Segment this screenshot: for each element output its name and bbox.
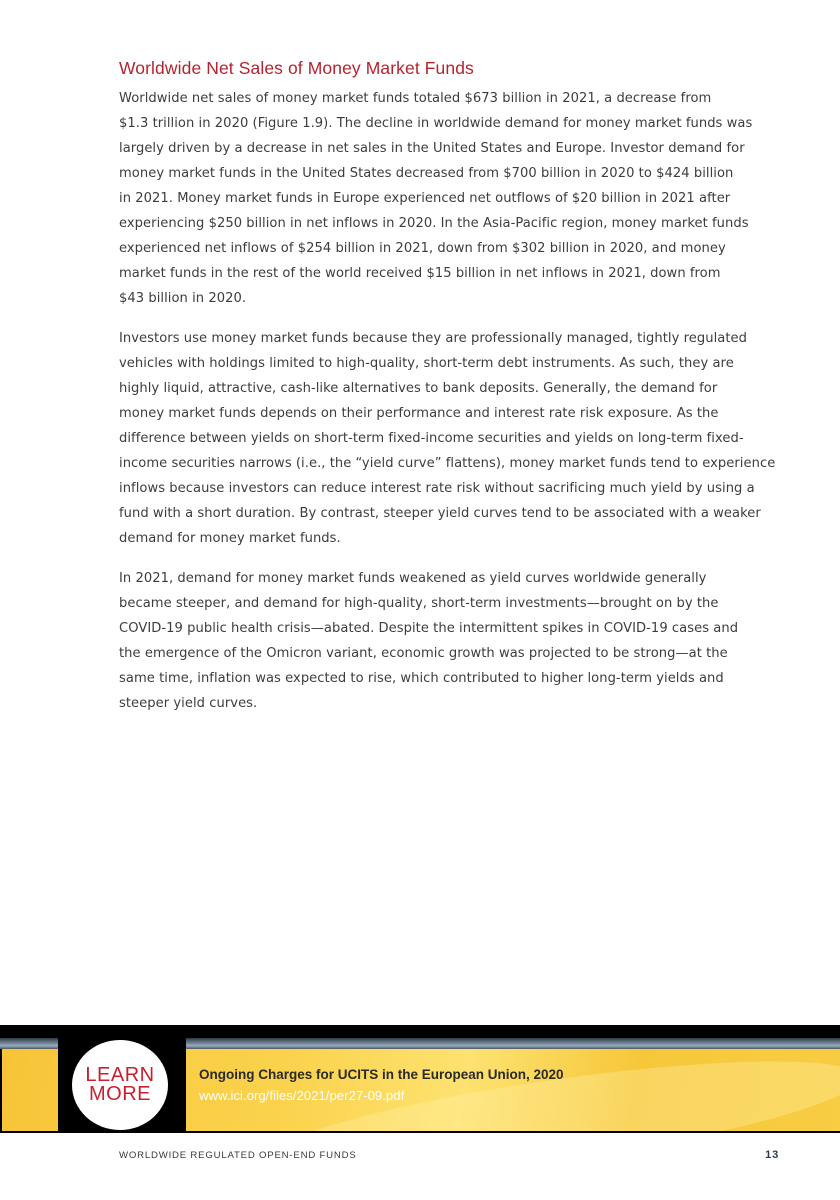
badge-line-learn: LEARN	[85, 1064, 155, 1086]
text-line: market funds in the rest of the world received $15 billion in net inflows in 2021, down from	[119, 266, 721, 281]
learn-more-link[interactable]: www.ici.org/files/2021/per27-09.pdf	[199, 1088, 405, 1103]
text-line: became steeper, and demand for high-quality, short-term investments—brought on by the	[119, 596, 719, 611]
text-line: steeper yield curves.	[119, 696, 258, 711]
text-line: income securities narrows (i.e., the “yield curve” flattens), money market funds tend to experience	[119, 456, 776, 471]
text-line: $43 billion in 2020.	[119, 291, 247, 306]
page-number: 13	[765, 1149, 779, 1161]
text-line: fund with a short duration. By contrast, steeper yield curves tend to be associated with a weaker	[119, 506, 761, 521]
text-line: COVID-19 public health crisis—abated. Despite the intermittent spikes in COVID-19 cases and	[119, 621, 739, 636]
text-line: money market funds in the United States decreased from $700 billion in 2020 to $424 billion	[119, 166, 734, 181]
text-line: Worldwide net sales of money market funds totaled $673 billion in 2021, a decrease from	[119, 91, 712, 106]
text-line: Investors use money market funds because they are professionally managed, tightly regulated	[119, 331, 747, 346]
article-section	[119, 58, 781, 731]
section-title: Worldwide Net Sales of Money Market Funds	[119, 58, 474, 78]
text-line: inflows because investors can reduce interest rate risk without sacrificing much yield by using a	[119, 481, 755, 496]
learn-more-badge-frame	[58, 1035, 186, 1133]
text-line: experiencing $250 billion in net inflows in 2020. In the Asia-Pacific region, money market funds	[119, 216, 749, 231]
text-line: difference between yields on short-term fixed-income securities and yields on long-term fixed-	[119, 431, 744, 446]
paragraph	[119, 326, 781, 551]
learn-more-badge	[72, 1040, 168, 1130]
text-line: In 2021, demand for money market funds weakened as yield curves worldwide generally	[119, 571, 707, 586]
text-line: same time, inflation was expected to rise, which contributed to higher long-term yields and	[119, 671, 724, 686]
text-line: in 2021. Money market funds in Europe experienced net outflows of $20 billion in 2021 after	[119, 191, 731, 206]
badge-line-more: MORE	[89, 1083, 151, 1105]
running-footer-title: WORLDWIDE REGULATED OPEN-END FUNDS	[119, 1150, 357, 1161]
text-line: experienced net inflows of $254 billion in 2021, down from $302 billion in 2020, and money	[119, 241, 726, 256]
learn-more-banner	[0, 1025, 840, 1133]
text-line: vehicles with holdings limited to high-quality, short-term debt instruments. As such, they are	[119, 356, 734, 371]
text-line: demand for money market funds.	[119, 531, 341, 546]
text-line: largely driven by a decrease in net sales in the United States and Europe. Investor demand for	[119, 141, 745, 156]
paragraph	[119, 566, 781, 716]
learn-more-title: Ongoing Charges for UCITS in the European Union, 2020	[199, 1067, 564, 1082]
text-line: the emergence of the Omicron variant, economic growth was projected to be strong—at the	[119, 646, 728, 661]
text-line: highly liquid, attractive, cash-like alternatives to bank deposits. Generally, the demand for	[119, 381, 718, 396]
text-line: money market funds depends on their performance and interest rate risk exposure. As the	[119, 406, 719, 421]
text-line: $1.3 trillion in 2020 (Figure 1.9). The decline in worldwide demand for money market funds was	[119, 116, 753, 131]
paragraph	[119, 86, 781, 311]
